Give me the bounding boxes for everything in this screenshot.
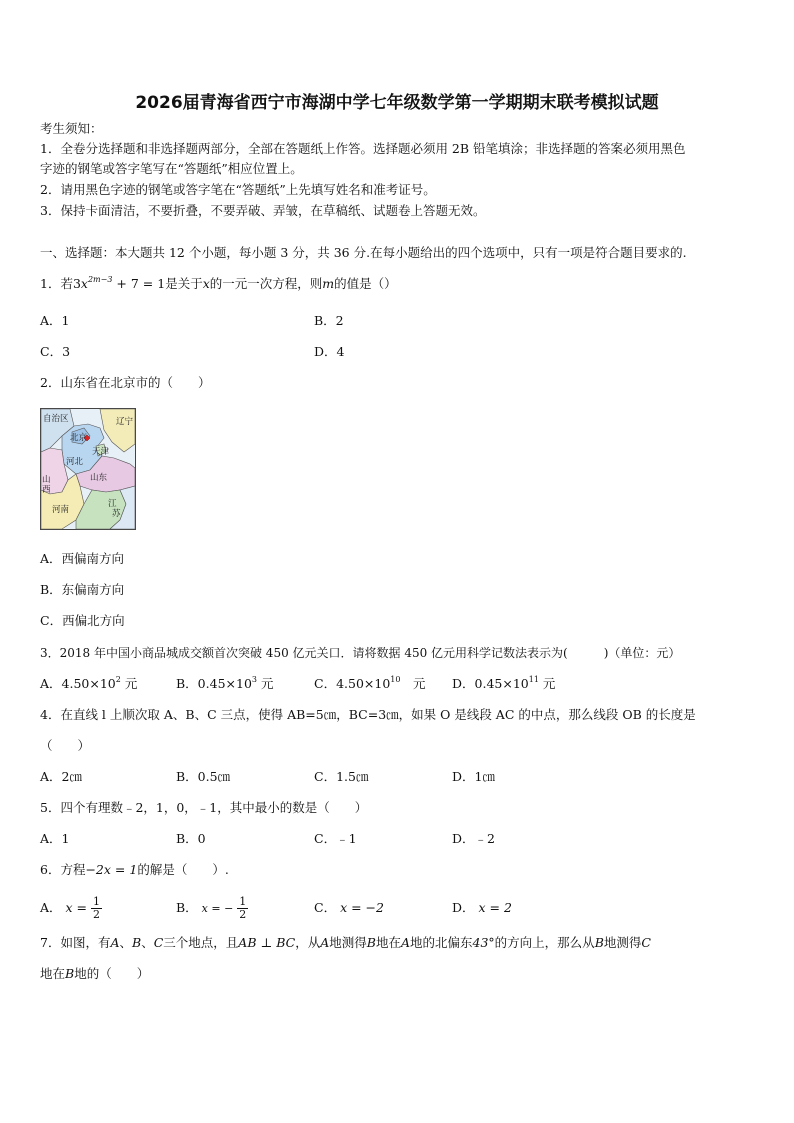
- q1-option-c[interactable]: C．3: [40, 344, 71, 359]
- q7-text-1e: 地在: [375, 935, 401, 950]
- q1-option-b[interactable]: B．2: [314, 313, 344, 328]
- q1-m: m: [322, 276, 335, 291]
- q1-x: x: [202, 276, 210, 291]
- q6-a-lhs: x =: [65, 900, 88, 915]
- q6-b-denominator: 2: [239, 908, 247, 921]
- q7-text-2a: 地在: [40, 966, 66, 981]
- q7-text-1d: 地测得: [329, 935, 367, 950]
- map-label-hebei: 河北: [66, 457, 84, 467]
- q5-option-c[interactable]: C．﹣1: [314, 831, 357, 846]
- q1-var: x: [80, 276, 88, 291]
- notice-line-2: 2．请用黑色字迹的钢笔或答字笔在“答题纸”上先填写姓名和准考证号。: [40, 182, 436, 197]
- question-7-line-2: [40, 966, 149, 982]
- map-label-xi: 西: [42, 485, 51, 495]
- question-6-stem: [40, 862, 229, 878]
- q6-d-value: x = 2: [478, 900, 512, 915]
- q7-text-1f: 地的北偏东: [410, 935, 473, 950]
- notice-line-1a: 1．全卷分选择题和非选择题两部分，全部在答题纸上作答。选择题必须用 2B 铅笔填涂；非选择题的答案必须用黑色: [40, 141, 686, 156]
- q6-d-label: D．: [452, 900, 475, 915]
- q3-d-base: D．0.45×10: [452, 676, 529, 691]
- q1-end: 的值是（）: [334, 276, 397, 291]
- q1-mid: 是关于: [165, 276, 203, 291]
- q6-b-label: B．: [176, 900, 198, 915]
- q6-option-b[interactable]: [176, 891, 248, 925]
- q1-mid2: 的一元一次方程，则: [209, 276, 323, 291]
- q6-option-c[interactable]: [314, 900, 384, 916]
- q7-point-b-2: B: [366, 935, 376, 950]
- q1-coef: 3: [72, 276, 81, 291]
- q3-a-base: A．4.50×10: [40, 676, 116, 691]
- q7-text-1c: ，从: [295, 935, 321, 950]
- q7-point-a: A: [110, 935, 120, 950]
- q3-option-c[interactable]: [314, 676, 425, 692]
- q6-option-d[interactable]: [452, 900, 512, 916]
- q3-a-unit: 元: [120, 676, 138, 691]
- q1-prefix: 1．若: [40, 276, 73, 291]
- notice-line-1b: 字迹的钢笔或答字笔写在“答题纸”相应位置上。: [40, 161, 303, 176]
- q5-option-a[interactable]: A．1: [40, 831, 70, 846]
- map-label-liaoning: 辽宁: [116, 417, 134, 427]
- q4-option-d[interactable]: D．1㎝: [452, 769, 495, 784]
- q3-b-unit: 元: [257, 676, 274, 691]
- q3-option-b[interactable]: [176, 676, 273, 692]
- q3-option-a[interactable]: [40, 676, 137, 692]
- q2-option-b[interactable]: B．东偏南方向: [40, 582, 125, 597]
- q6-b-fraction: [237, 896, 248, 921]
- q5-option-b[interactable]: B．0: [176, 831, 206, 846]
- q7-text-2b: 地的（ ）: [74, 966, 150, 981]
- map-label-zizhiqu: 自治区: [43, 414, 69, 424]
- map-label-shan: 山: [42, 475, 51, 485]
- q3-c-base: C．4.50×10: [314, 676, 391, 691]
- q3-c-exp: 10: [390, 675, 401, 684]
- map-label-tianjin: 天津: [92, 447, 110, 457]
- section-heading: 一、选择题：本大题共 12 个小题，每小题 3 分，共 36 分.在每小题给出的四个选项中，只有一项是符合题目要求的.: [40, 245, 687, 260]
- notice-heading: 考生须知：: [40, 121, 103, 136]
- q7-point-a-3: A: [400, 935, 410, 950]
- q1-option-d[interactable]: D．4: [314, 344, 345, 359]
- q7-point-a-2: A: [320, 935, 330, 950]
- question-7-line-1: 7．如图，有A、B、C三个地点，且AB ⊥ BC，从A地测得B地在A地的北偏东43°的方向上，那么从B地测得C: [40, 935, 651, 950]
- page-title: 2026届青海省西宁市海湖中学七年级数学第一学期期末联考模拟试题: [135, 93, 659, 113]
- q3-b-exp: 3: [251, 675, 257, 684]
- map-label-henan: 河南: [52, 505, 70, 515]
- q7-point-b-4: B: [65, 966, 75, 981]
- notice-line-3: 3．保持卡面清洁，不要折叠，不要弄破、弄皱，在草稿纸、试题卷上答题无效。: [40, 203, 486, 218]
- q6-a-fraction: [91, 896, 102, 921]
- q6-b-numerator: 1: [239, 895, 247, 908]
- q7-angle: 43°: [472, 935, 495, 950]
- q7-text-1h: 地测得: [603, 935, 642, 950]
- map-label-shandong: 山东: [90, 473, 108, 483]
- q7-text-1b: 三个地点，且: [163, 935, 239, 950]
- q6-equation: −2x = 1: [85, 862, 138, 877]
- q7-point-b-3: B: [594, 935, 604, 950]
- q7-point-c: C: [153, 935, 164, 950]
- q4-option-c[interactable]: C．1.5㎝: [314, 769, 369, 784]
- question-1-stem: [40, 276, 397, 292]
- question-4-stem: 4．在直线 l 上顺次取 A、B、C 三点，使得 AB=5㎝，BC=3㎝，如果 O 是线段 AC 的中点，那么线段 OB 的长度是: [40, 707, 696, 722]
- q7-perpendicular: AB ⊥ BC: [238, 935, 296, 950]
- q3-d-exp: 11: [528, 675, 539, 684]
- q6-option-a[interactable]: [40, 891, 102, 925]
- q6-prefix: 6．方程: [40, 862, 86, 877]
- q1-exponent: 2m−3: [87, 275, 113, 284]
- q2-option-c[interactable]: C．西偏北方向: [40, 613, 125, 628]
- q3-c-unit: 元: [400, 676, 426, 691]
- question-3-stem: 3．2018 年中国小商品城成交额首次突破 450 亿元关口．请将数据 450 亿元用科学记数法表示为( )（单位：元）: [40, 646, 681, 660]
- q6-b-lhs: x = −: [201, 902, 234, 915]
- q4-option-b[interactable]: B．0.5㎝: [176, 769, 231, 784]
- q3-option-d[interactable]: [452, 676, 555, 692]
- q7-text-1g: 的方向上，那么从: [494, 935, 595, 950]
- q2-option-a[interactable]: A．西偏南方向: [40, 551, 125, 566]
- q1-equation-rest: + 7 = 1: [112, 276, 166, 291]
- q7-text-1a: 7．如图，有: [40, 935, 111, 950]
- q7-point-c-2: C: [641, 935, 651, 950]
- q6-c-label: C．: [314, 900, 337, 915]
- q4-option-a[interactable]: A．2㎝: [40, 769, 82, 784]
- q5-option-d[interactable]: D．﹣2: [452, 831, 495, 846]
- q6-a-numerator: 1: [93, 895, 100, 908]
- q6-end: 的解是（ ）.: [137, 862, 229, 877]
- q6-c-value: x = −2: [340, 900, 384, 915]
- map-label-beijing: 北京: [70, 433, 88, 443]
- q3-b-base: B．0.45×10: [176, 676, 252, 691]
- china-region-map: [40, 408, 136, 530]
- q6-a-label: A．: [40, 900, 62, 915]
- map-label-su: 苏: [112, 509, 121, 519]
- map-label-jiang: 江: [108, 499, 117, 509]
- q7-point-b: B: [132, 935, 142, 950]
- q3-d-unit: 元: [538, 676, 556, 691]
- q3-a-exp: 2: [115, 675, 121, 684]
- question-2-stem: 2．山东省在北京市的（ ）: [40, 375, 211, 390]
- question-5-stem: 5．四个有理数﹣2，1，0，﹣1，其中最小的数是（ ）: [40, 800, 368, 815]
- q1-option-a[interactable]: A．1: [40, 313, 70, 328]
- question-4-paren: （ ）: [40, 738, 91, 753]
- q6-a-denominator: 2: [93, 908, 100, 921]
